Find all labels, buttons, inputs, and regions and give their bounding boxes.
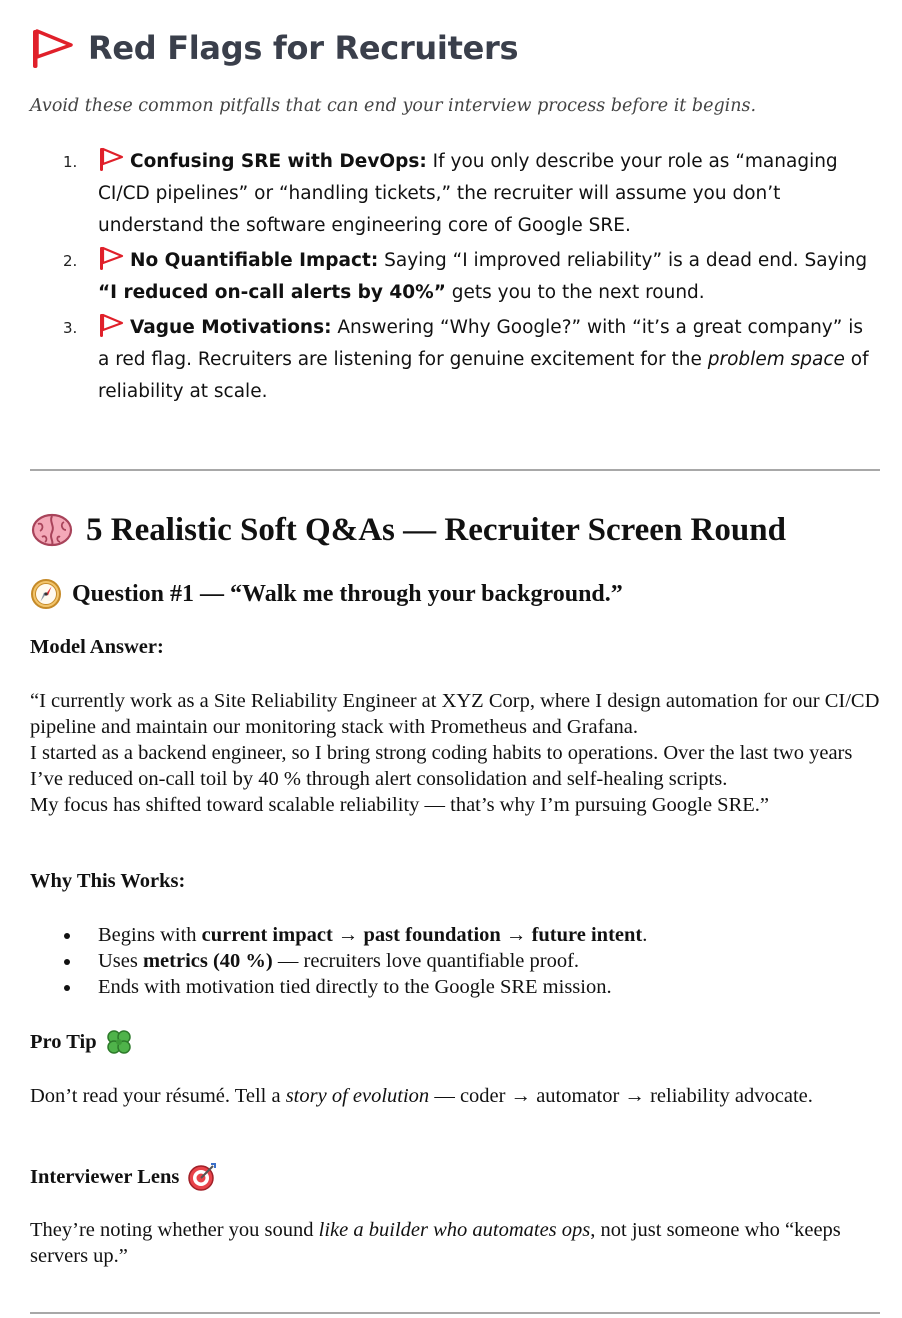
red-flags-list	[30, 146, 870, 411]
list-item	[30, 948, 870, 974]
flag-text: Saying “I improved reliability” is a dead end. Saying	[378, 250, 868, 271]
divider	[30, 469, 880, 471]
flag-bold-text: “I reduced on-call alerts by 40%”	[98, 282, 446, 303]
qa-title	[30, 508, 786, 552]
brain-icon	[30, 510, 74, 550]
flag-heading: Vague Motivations:	[130, 317, 332, 338]
lens-italic-text: like a builder who automates ops	[318, 1219, 591, 1241]
pro-tip-text	[30, 1083, 880, 1109]
list-item	[30, 922, 870, 948]
why-text: Begins with	[98, 924, 202, 946]
list-item	[30, 245, 870, 309]
why-list	[30, 922, 870, 1000]
red-flag-icon	[98, 245, 124, 271]
target-icon	[187, 1162, 217, 1192]
lens-text-part: , not just someone who “keeps servers up.”	[30, 1219, 841, 1267]
list-item	[30, 146, 870, 242]
why-bold-text: current impact → past foundation → future intent	[201, 924, 643, 946]
list-number: 3.	[63, 319, 78, 337]
question-title	[30, 577, 623, 611]
red-flags-title	[30, 24, 518, 72]
flag-heading: Confusing SRE with DevOps:	[130, 151, 427, 172]
answer-paragraph: My focus has shifted toward scalable reliability — that’s why I’m pursuing Google SRE.”	[30, 794, 770, 816]
red-flag-icon	[98, 146, 124, 172]
lens-text	[30, 1217, 880, 1269]
tip-text: — coder → automator → reliability advocate.	[429, 1085, 813, 1107]
interviewer-lens-label	[30, 1162, 217, 1192]
why-label: Why This Works:	[30, 870, 186, 892]
qa-title-text: 5 Realistic Soft Q&As — Recruiter Screen Round	[86, 511, 786, 548]
divider	[30, 1312, 880, 1314]
why-text: .	[642, 924, 648, 946]
answer-paragraph: “I currently work as a Site Reliability Engineer at XYZ Corp, where I design automation for our CI/CD pipeline and maintain our monitoring stack with Prometheus and Grafana.	[30, 690, 880, 738]
lens-text-part: They’re noting whether you sound	[30, 1219, 319, 1241]
flag-text: If you only describe your role as “managing CI/CD pipelines” or “handling tickets,” the recruiter will assume you don’t understand the software engineering core of Google SRE.	[98, 151, 838, 236]
tip-italic-text: story of evolution	[285, 1085, 430, 1107]
list-number: 2.	[63, 252, 78, 270]
why-bold-text: metrics (40 %)	[142, 950, 273, 972]
red-flag-icon	[98, 312, 124, 338]
pro-tip-label-text: Pro Tip	[30, 1030, 97, 1053]
red-flags-subtitle: Avoid these common pitfalls that can end your interview process before it begins.	[30, 96, 757, 116]
clover-icon	[105, 1028, 133, 1056]
model-answer	[30, 688, 880, 818]
pro-tip-label	[30, 1028, 133, 1056]
list-item	[30, 974, 870, 1000]
flag-text: Answering “Why Google?” with “it’s a great company” is a red flag. Recruiters are listening for genuine excitement for the	[98, 317, 864, 370]
list-item	[30, 312, 870, 408]
red-flag-icon	[30, 26, 74, 70]
answer-paragraph: I started as a backend engineer, so I bring strong coding habits to operations. Over the last two years I’ve reduced on-call toil by 40 % through alert consolidation and self-healing scripts.	[30, 742, 853, 790]
tip-text: Don’t read your résumé. Tell a	[30, 1085, 286, 1107]
lens-label-text: Interviewer Lens	[30, 1165, 180, 1188]
model-answer-label: Model Answer:	[30, 636, 164, 658]
why-text: — recruiters love quantifiable proof.	[272, 950, 580, 972]
list-number: 1.	[63, 153, 78, 171]
compass-icon	[30, 578, 62, 610]
question-title-text: Question #1 — “Walk me through your background.”	[72, 580, 623, 607]
red-flags-title-text: Red Flags for Recruiters	[88, 29, 519, 67]
why-text: Uses	[98, 950, 143, 972]
flag-heading: No Quantifiable Impact:	[130, 250, 379, 271]
flag-italic-text: problem space	[707, 349, 845, 370]
flag-text: of reliability at scale.	[98, 349, 869, 402]
flag-text: gets you to the next round.	[445, 282, 705, 303]
why-text: Ends with motivation tied directly to the Google SRE mission.	[98, 976, 612, 998]
